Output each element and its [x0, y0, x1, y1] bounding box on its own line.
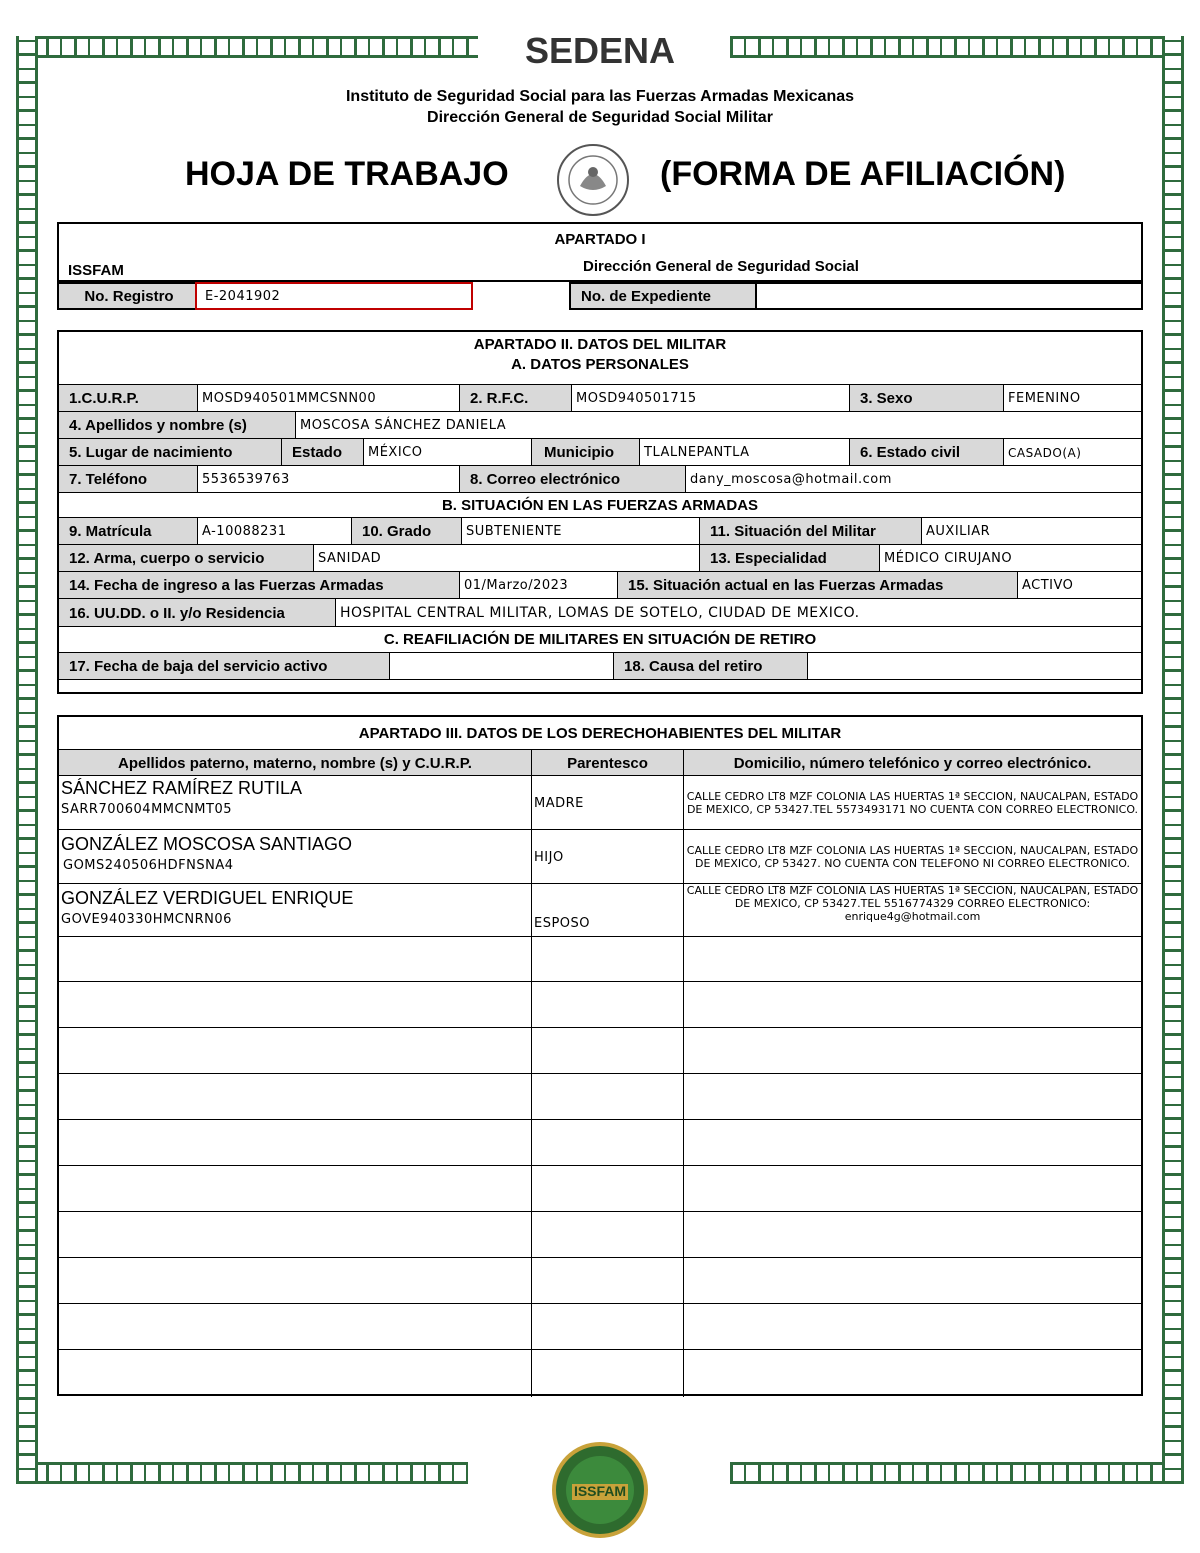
- empty-cell[interactable]: [531, 1028, 683, 1074]
- empty-cell[interactable]: [683, 1350, 1141, 1397]
- form-title-right: (FORMA DE AFILIACIÓN): [660, 155, 1066, 193]
- causa-value[interactable]: [807, 653, 1141, 679]
- beneficiary-curp: GOMS240506HDFNSNA4: [63, 858, 234, 873]
- subtitle-reafiliacion: C. REAFILIACIÓN DE MILITARES EN SITUACIÓN DE RETIRO: [383, 631, 817, 648]
- estado-label: Estado: [281, 439, 363, 466]
- empty-cell[interactable]: [531, 937, 683, 982]
- empty-cell[interactable]: [683, 1074, 1141, 1120]
- beneficiary-name-cell[interactable]: [59, 884, 531, 937]
- beneficiary-curp: GOVE940330HMCNRN06: [61, 912, 232, 927]
- registro-label: No. Registro: [59, 284, 195, 308]
- empty-table-row: [59, 1303, 1141, 1350]
- row-residencia: [59, 598, 1141, 627]
- issfam-logo-text: ISSFAM: [573, 1483, 627, 1499]
- actual-value[interactable]: ACTIVO: [1017, 572, 1141, 599]
- lugar-label: 5. Lugar de nacimiento: [59, 439, 281, 466]
- situacion-value[interactable]: AUXILIAR: [921, 518, 1141, 545]
- empty-cell[interactable]: [531, 1212, 683, 1258]
- apartado-2-title: APARTADO II. DATOS DEL MILITAR: [473, 336, 727, 353]
- registro-value[interactable]: E-2041902: [195, 282, 473, 310]
- apartado-3-box: [57, 715, 1143, 1396]
- matricula-label: 9. Matrícula: [59, 518, 197, 545]
- empty-cell[interactable]: [683, 1120, 1141, 1166]
- empty-table-row: [59, 981, 1141, 1028]
- beneficiary-name-cell[interactable]: [59, 776, 531, 830]
- empty-table-row: [59, 1027, 1141, 1074]
- table-row: [59, 883, 1141, 937]
- expediente-value[interactable]: [755, 284, 1141, 308]
- sexo-label: 3. Sexo: [849, 385, 1003, 412]
- beneficiary-relation[interactable]: ESPOSO: [531, 884, 683, 937]
- ingreso-value[interactable]: 01/Marzo/2023: [459, 572, 617, 599]
- empty-table-row: [59, 1349, 1141, 1397]
- grado-value[interactable]: SUBTENIENTE: [461, 518, 699, 545]
- empty-table-row: [59, 1211, 1141, 1258]
- empty-cell[interactable]: [531, 1350, 683, 1397]
- empty-cell[interactable]: [683, 1028, 1141, 1074]
- residencia-value[interactable]: HOSPITAL CENTRAL MILITAR, LOMAS DE SOTELO, CIUDAD DE MEXICO.: [335, 599, 1141, 627]
- correo-label: 8. Correo electrónico: [459, 466, 685, 493]
- rfc-label: 2. R.F.C.: [459, 385, 571, 412]
- col-domicilio-header: Domicilio, número telefónico y correo electrónico.: [683, 750, 1141, 776]
- direction-name: Dirección General de Seguridad Social Militar: [427, 109, 773, 126]
- municipio-label: Municipio: [531, 439, 639, 466]
- row-matricula: [59, 517, 1141, 545]
- sedena-title: SEDENA: [524, 30, 676, 71]
- table-row: [59, 829, 1141, 884]
- beneficiary-name: GONZÁLEZ VERDIGUEL ENRIQUE: [61, 888, 354, 908]
- col-nombre-header: Apellidos paterno, materno, nombre (s) y C.U.R.P.: [59, 750, 531, 776]
- empty-cell[interactable]: [683, 982, 1141, 1028]
- issfam-logo: [550, 1440, 650, 1540]
- empty-cell[interactable]: [683, 1166, 1141, 1212]
- national-seal: [552, 142, 634, 218]
- empty-cell[interactable]: [531, 1166, 683, 1212]
- issfam-label: ISSFAM: [68, 262, 124, 279]
- beneficiary-name: SÁNCHEZ RAMÍREZ RUTILA: [61, 778, 303, 798]
- especialidad-label: 13. Especialidad: [699, 545, 879, 572]
- table-row: [59, 775, 1141, 830]
- row-telefono: [59, 465, 1141, 493]
- beneficiary-address[interactable]: CALLE CEDRO LT8 MZF COLONIA LAS HUERTAS 1ª SECCION, NAUCALPAN, ESTADO DE MEXICO, CP 53427. NO CUENTA CON TELEFONO NI CORREO ELECTRONICO.: [683, 830, 1141, 884]
- empty-cell[interactable]: [683, 1212, 1141, 1258]
- rfc-value[interactable]: MOSD940501715: [571, 385, 849, 412]
- apartado-1-title: APARTADO I: [554, 231, 646, 248]
- beneficiary-address[interactable]: CALLE CEDRO LT8 MZF COLONIA LAS HUERTAS 1ª SECCION, NAUCALPAN, ESTADO DE MEXICO, CP 53427.TEL 5516774329 CORREO ELECTRONICO: enrique4g@hotmail.com: [683, 884, 1141, 937]
- curp-value[interactable]: MOSD940501MMCSNN00: [197, 385, 459, 412]
- form-title-left: HOJA DE TRABAJO: [185, 155, 509, 193]
- empty-cell[interactable]: [683, 1258, 1141, 1304]
- empty-table-row: [59, 936, 1141, 982]
- dgss-label: Dirección General de Seguridad Social: [583, 258, 859, 275]
- subtitle-situacion: B. SITUACIÓN EN LAS FUERZAS ARMADAS: [441, 497, 759, 514]
- beneficiary-address[interactable]: CALLE CEDRO LT8 MZF COLONIA LAS HUERTAS 1ª SECCION, NAUCALPAN, ESTADO DE MEXICO, CP 53427.TEL 5573493171 NO CUENTA CON CORREO ELECTRONICO.: [683, 776, 1141, 830]
- baja-value[interactable]: [389, 653, 613, 679]
- estado-value[interactable]: MÉXICO: [363, 439, 531, 466]
- empty-cell[interactable]: [531, 1258, 683, 1304]
- beneficiary-name: GONZÁLEZ MOSCOSA SANTIAGO: [61, 834, 353, 854]
- municipio-value[interactable]: TLALNEPANTLA: [639, 439, 849, 466]
- row-ingreso: [59, 571, 1141, 599]
- matricula-value[interactable]: A-10088231: [197, 518, 351, 545]
- col-parentesco-header: Parentesco: [531, 750, 683, 776]
- empty-cell[interactable]: [531, 1074, 683, 1120]
- row-subtitle-b: [59, 492, 1141, 518]
- row-subtitle-c: [59, 626, 1141, 653]
- causa-label: 18. Causa del retiro: [613, 653, 807, 679]
- subtitle-personal: A. DATOS PERSONALES: [511, 356, 689, 373]
- table-header: [59, 749, 1141, 776]
- empty-table-row: [59, 1073, 1141, 1120]
- residencia-label: 16. UU.DD. o II. y/o Residencia: [59, 599, 335, 627]
- empty-cell[interactable]: [531, 982, 683, 1028]
- row-nacimiento: [59, 438, 1141, 466]
- telefono-value[interactable]: 5536539763: [197, 466, 459, 493]
- empty-cell[interactable]: [683, 937, 1141, 982]
- apartado-3-title: APARTADO III. DATOS DE LOS DERECHOHABIENTES DEL MILITAR: [358, 725, 842, 742]
- registro-field: [57, 282, 473, 310]
- institute-name: Instituto de Seguridad Social para las Fuerzas Armadas Mexicanas: [345, 88, 855, 105]
- empty-cell[interactable]: [531, 1120, 683, 1166]
- grado-label: 10. Grado: [351, 518, 461, 545]
- empty-cell[interactable]: [683, 1304, 1141, 1350]
- empty-table-row: [59, 1165, 1141, 1212]
- row-curp: [59, 384, 1141, 412]
- baja-label: 17. Fecha de baja del servicio activo: [59, 653, 389, 679]
- expediente-label: No. de Expediente: [571, 284, 755, 308]
- arma-value[interactable]: SANIDAD: [313, 545, 699, 572]
- row-arma: [59, 544, 1141, 572]
- beneficiary-relation[interactable]: MADRE: [531, 776, 683, 830]
- especialidad-value[interactable]: MÉDICO CIRUJANO: [879, 545, 1141, 572]
- civil-label: 6. Estado civil: [849, 439, 1003, 466]
- civil-value[interactable]: CASADO(A): [1003, 439, 1141, 466]
- beneficiary-relation[interactable]: HIJO: [531, 830, 683, 884]
- arma-label: 12. Arma, cuerpo o servicio: [59, 545, 313, 572]
- expediente-field: [569, 282, 1143, 310]
- beneficiary-name-cell[interactable]: [59, 830, 531, 884]
- row-nombre: [59, 411, 1141, 439]
- ingreso-label: 14. Fecha de ingreso a las Fuerzas Armadas: [59, 572, 459, 599]
- telefono-label: 7. Teléfono: [59, 466, 197, 493]
- empty-table-row: [59, 1119, 1141, 1166]
- beneficiary-curp: SARR700604MMCNMT05: [61, 802, 233, 817]
- empty-cell[interactable]: [531, 1304, 683, 1350]
- nombre-value[interactable]: MOSCOSA SÁNCHEZ DANIELA: [295, 412, 1141, 439]
- row-retiro: [59, 652, 1141, 680]
- correo-value[interactable]: dany_moscosa@hotmail.com: [685, 466, 1141, 493]
- apartado-2-box: [57, 330, 1143, 694]
- sexo-value[interactable]: FEMENINO: [1003, 385, 1141, 412]
- actual-label: 15. Situación actual en las Fuerzas Armadas: [617, 572, 1017, 599]
- curp-label: 1.C.U.R.P.: [59, 385, 197, 412]
- empty-table-row: [59, 1257, 1141, 1304]
- nombre-label: 4. Apellidos y nombre (s): [59, 412, 295, 439]
- situacion-label: 11. Situación del Militar: [699, 518, 921, 545]
